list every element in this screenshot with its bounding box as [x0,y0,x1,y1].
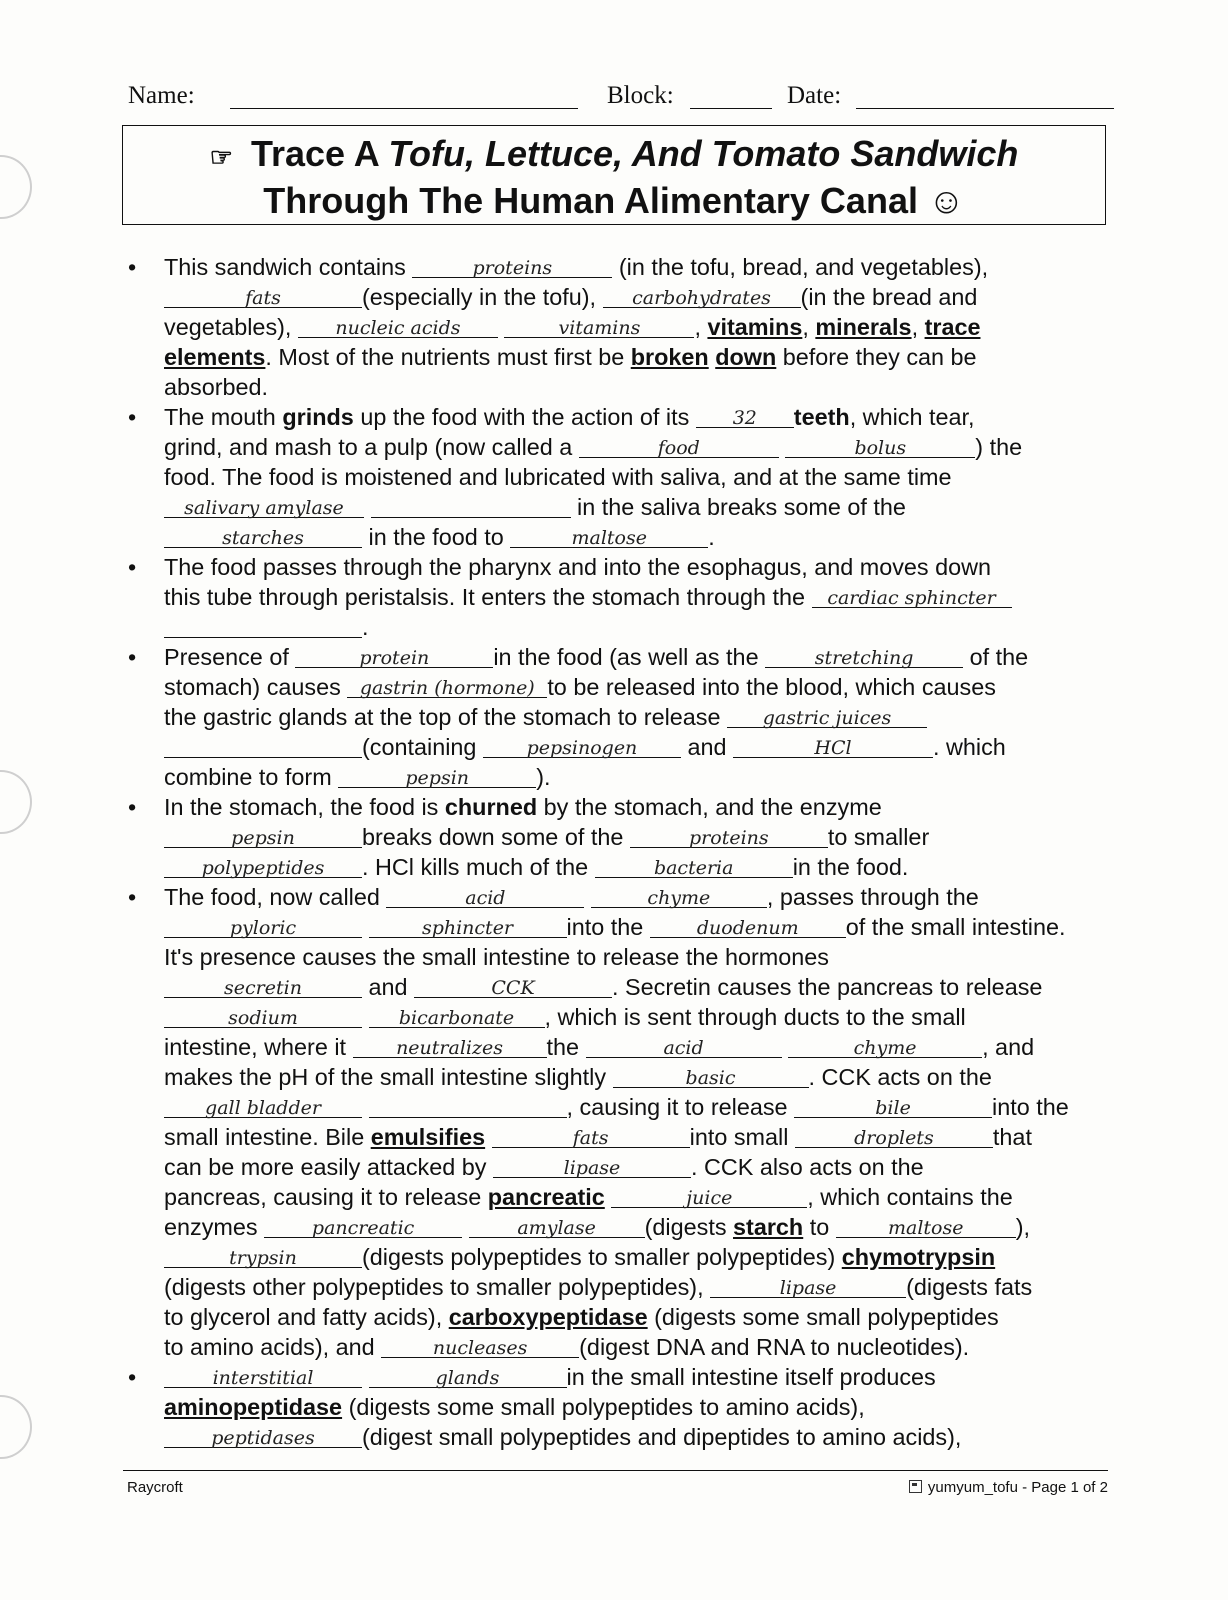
answer-blank[interactable]: gastric juices [727,704,927,728]
binder-hole [0,155,32,219]
answer-blank[interactable]: peptidases [164,1424,362,1448]
answer-blank[interactable]: vitamins [504,314,694,338]
answer-blank[interactable]: pancreatic [264,1214,462,1238]
answer-blank[interactable]: amylase [469,1214,645,1238]
answer-blank[interactable]: proteins [412,254,612,278]
bullet: • [128,554,137,580]
paragraph-intestinal-glands: • interstitial glands in the small intestine itself produces aminopeptidase (digests some small polypeptides to amino acids), peptidases (digest small polypeptides and dipeptides to amino acids), [128,1364,962,1450]
paragraph-stomach-churning: • In the stomach, the food is churned by the stomach, and the enzyme pepsin breaks down some of the proteins to smaller polypeptides . HCl kills much of the bacteria in the food. [128,794,930,880]
answer-blank[interactable]: interstitial [164,1364,362,1388]
answer-blank[interactable]: maltose [836,1214,1016,1238]
answer-blank[interactable]: bacteria [595,854,793,878]
paragraph-small-intestine: • The food, now called acid chyme , passes through the pyloric sphincter into the duodenum of the small intestine. It's presence causes the small intestine to release the hormones secretin and CCK . Secretin causes the pancreas to release sodium bicarbonate , which is sent through ducts to the small intestine, where it neutralizes the acid chyme , and makes the pH of the small intestine slightly basic . CCK acts on the gall bladder , causing it to release bile into the small intestine. Bile emulsifies fats into small droplets that can be more easily attacked by lipase . CCK also acts on the pancreas, causing it to release pancreatic juice , which contains the enzymes pancreatic amylase (digests starch to maltose ), trypsin (digests polypeptides to smaller polypeptides) chymotrypsin (digests other polypeptides to smaller polypeptides), lipase (digests fats to glycerol and fatty acids), carboxypeptidase (digests some small polypeptides to amino acids), and nucleases (digest DNA and RNA to nucleotides). [128,884,1069,1360]
answer-blank[interactable]: carbohydrates [603,284,801,308]
answer-blank[interactable]: stretching [765,644,963,668]
answer-blank[interactable] [164,614,362,638]
answer-blank[interactable]: bolus [785,434,975,458]
answer-blank[interactable]: trypsin [164,1244,362,1268]
answer-blank[interactable]: pepsin [338,764,536,788]
answer-blank[interactable]: fats [164,284,362,308]
answer-blank[interactable]: nucleases [381,1334,579,1358]
page-title: ☞ Trace A Tofu, Lettuce, And Tomato Sandwich Through The Human Alimentary Canal ☺ [209,133,1019,221]
answer-blank[interactable]: sodium [164,1004,362,1028]
answer-blank[interactable]: juice [611,1184,807,1208]
answer-blank[interactable]: proteins [630,824,828,848]
bullet: • [128,254,137,280]
answer-blank[interactable] [369,1094,567,1118]
title-box [122,125,1106,225]
footer-page-info: yumyum_tofu - Page 1 of 2 [909,1479,1108,1496]
paragraph-esophagus: • The food passes through the pharynx and into the esophagus, and moves down this tube through peristalsis. It enters the stomach through the cardiac sphincter . [128,552,1118,642]
pointing-hand-icon: ☞ [209,142,233,172]
answer-blank[interactable]: secretin [164,974,362,998]
bullet: • [128,884,137,910]
binder-hole [0,770,32,834]
answer-blank[interactable]: bile [794,1094,992,1118]
name-field[interactable] [230,108,578,109]
bullet: • [128,1364,137,1390]
answer-blank[interactable]: starches [164,524,362,548]
answer-blank[interactable]: neutralizes [353,1034,547,1058]
worksheet-header [128,78,1138,116]
answer-blank[interactable]: droplets [795,1124,993,1148]
answer-blank[interactable]: CCK [414,974,612,998]
answer-blank[interactable]: nucleic acids [298,314,498,338]
date-label: Date: [787,82,842,109]
answer-blank[interactable]: fats [492,1124,690,1148]
answer-blank[interactable]: lipase [493,1154,691,1178]
paragraph-stomach-gastrin: • Presence of protein in the food (as well as the stretching of the stomach) causes gastrin (hormone) to be released into the blood, which causes the gastric glands at the top of the stomach to release gastric juices (containing pepsinogen and HCl . which combine to form pepsin ). [128,644,1029,790]
answer-blank[interactable]: pepsin [164,824,362,848]
block-label: Block: [607,82,674,109]
answer-blank[interactable]: sphincter [369,914,567,938]
bullet: • [128,644,137,670]
answer-blank[interactable]: gastrin (hormone) [347,674,547,698]
footer-author: Raycroft [127,1479,183,1496]
answer-blank[interactable]: maltose [510,524,708,548]
answer-blank[interactable]: cardiac sphincter [812,584,1012,608]
answer-blank[interactable]: food [579,434,779,458]
binder-hole [0,1395,32,1459]
bullet: • [128,794,137,820]
answer-blank[interactable]: glands [369,1364,567,1388]
paragraph-mouth: • The mouth grinds up the food with the action of its 32 teeth, which tear, grind, and mash to a pulp (now called a food bolus ) the food. The food is moistened and lubricated with saliva, and at the same time salivary amylase in the saliva breaks some of the starches in the food to maltose . [128,404,1023,550]
answer-blank[interactable] [371,494,571,518]
answer-blank[interactable]: acid [586,1034,782,1058]
answer-blank[interactable]: 32 [696,404,794,428]
answer-blank[interactable]: protein [295,644,493,668]
date-field[interactable] [856,108,1114,109]
answer-blank[interactable]: chyme [591,884,767,908]
answer-blank[interactable]: salivary amylase [164,494,364,518]
name-label: Name: [128,82,195,109]
answer-blank[interactable]: chyme [788,1034,982,1058]
save-disk-icon [909,1480,922,1493]
paragraph-nutrients: • This sandwich contains proteins (in the tofu, bread, and vegetables), fats (especially in the tofu), carbohydrates (in the bread and vegetables), nucleic acids vitamins , vitamins, minerals, trace elements. Most of the nutrients must first be broken down before they can be absorbed. [128,254,989,400]
smiley-icon: ☺ [927,180,965,221]
answer-blank[interactable]: pepsinogen [483,734,681,758]
answer-blank[interactable] [164,734,362,758]
bullet: • [128,404,137,430]
answer-blank[interactable]: lipase [710,1274,906,1298]
answer-blank[interactable]: acid [386,884,584,908]
answer-blank[interactable]: gall bladder [164,1094,362,1118]
page-footer [123,1470,1108,1511]
answer-blank[interactable]: HCl [733,734,933,758]
worksheet-body [128,252,1118,1452]
answer-blank[interactable]: pyloric [164,914,362,938]
answer-blank[interactable]: basic [613,1064,809,1088]
answer-blank[interactable]: duodenum [650,914,846,938]
answer-blank[interactable]: polypeptides [164,854,362,878]
answer-blank[interactable]: bicarbonate [369,1004,545,1028]
block-field[interactable] [690,108,772,109]
